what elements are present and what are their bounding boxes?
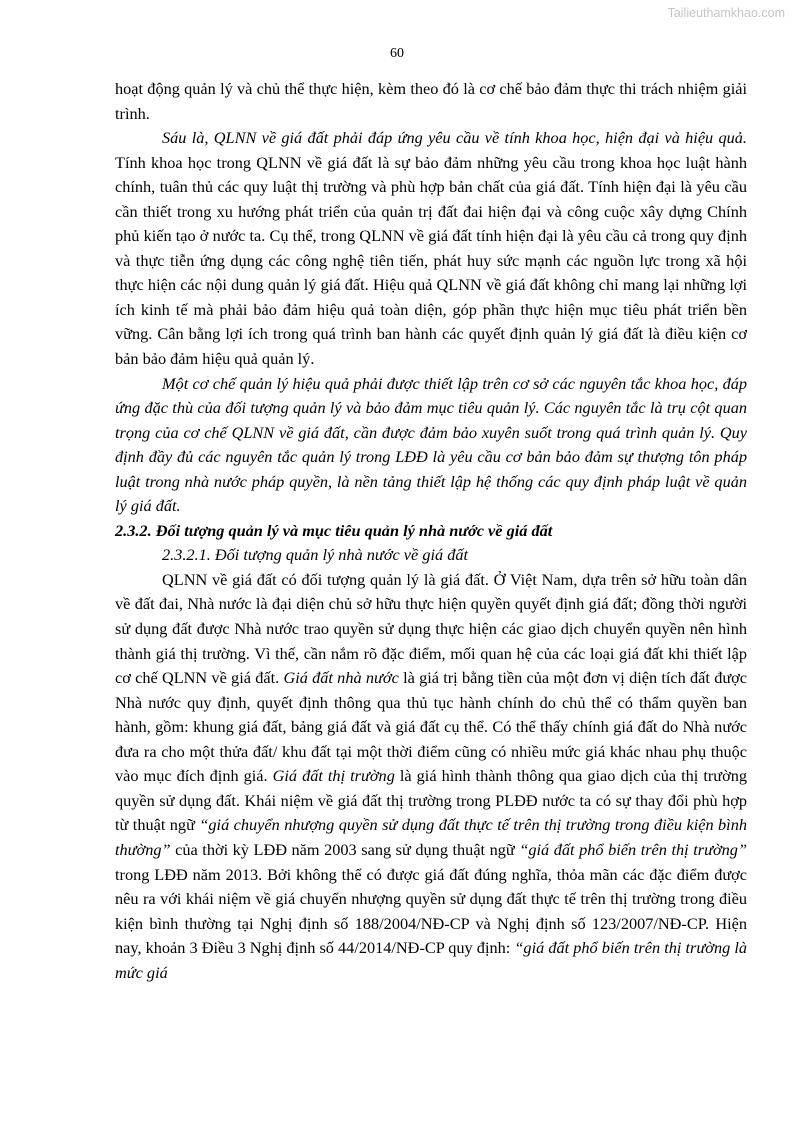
watermark: Tailieuthamkhao.com [667, 6, 785, 20]
term-gia-dat-nha-nuoc: Giá đất nhà nước [283, 668, 399, 688]
section-heading: 2.3.2. Đối tượng quản lý và mục tiêu quản lý nhà nước về giá đất [115, 520, 553, 540]
subsection-heading: 2.3.2.1. Đối tượng quản lý nhà nước về giá đất [162, 545, 469, 565]
paragraph-4-text-d: của thời kỳ LĐĐ năm 2003 sang sử dụng thuật ngữ [170, 839, 520, 859]
paragraph-2 [115, 126, 747, 371]
paragraph-4 [115, 568, 747, 985]
paragraph-4-text-b: là giá trị bằng tiền của một đơn vị diện tích đất được Nhà nước quy định, quyết định thông qua thủ tục hành chính do chủ thể có thẩm quyền ban hành, gồm: khung giá đất, bảng giá đất và giá đất cụ thể. Có thể thấy chính giá đất do Nhà nước đưa ra cho một thửa đất/ khu đất tại một thời điểm cũng có nhiều mức giá khác nhau phụ thuộc vào mục đích định giá. [115, 668, 747, 786]
paragraph-4-text-a: QLNN về giá đất có đối tượng quản lý là giá đất. Ở Việt Nam, dựa trên sở hữu toàn dân về đất đai, Nhà nước là đại diện chủ sở hữu thực hiện quyền quyết định giá đất; đồng thời người sử dụng đất được Nhà nước trao quyền sử dụng thực hiện các giao dịch chuyển quyền nên hình thành giá thị trường. Vì thế, cần nắm rõ đặc điểm, mối quan hệ của các loại giá đất khi thiết lập cơ chế QLNN về giá đất. [115, 569, 747, 688]
document-body [115, 77, 747, 985]
page-number: 60 [390, 46, 404, 61]
term-gia-dat-thi-truong: Giá đất thị trường [272, 766, 395, 786]
paragraph-2-italic: Sáu là, QLNN về giá đất phải đáp ứng yêu cầu về tính khoa học, hiện đại và hiệu quả. [162, 128, 747, 148]
paragraph-3-italic: Một cơ chế quản lý hiệu quả phải được thiết lập trên cơ sở các nguyên tắc khoa học, đáp ứng đặc thù của đối tượng quản lý và bảo đảm mục tiêu quản lý. Các nguyên tắc là trụ cột quan trọng của cơ chế QLNN về giá đất, cần được đảm bảo xuyên suốt trong quá trình quản lý. Quy định đầy đủ các nguyên tắc quản lý trong LĐĐ là yêu cầu cơ bản bảo đảm sự thượng tôn pháp luật trong nhà nước pháp quyền, là nền tảng thiết lập hệ thống các quy định pháp luật về quản lý giá đất. [115, 373, 747, 516]
paragraph-2-text: Tính khoa học trong QLNN về giá đất là sự bảo đảm những yêu cầu trong khoa học luật hành chính, tuân thủ các quy luật thị trường và phù hợp bản chất của giá đất. Tính hiện đại là yêu cầu cần thiết trong xu hướng phát triển của quản trị đất đai hiện đại và công cuộc xây dựng Chính phủ kiến tạo ở nước ta. Cụ thể, trong QLNN về giá đất tính hiện đại là yêu cầu cả trong quy định và thực tiễn ứng dụng các công nghệ tiên tiến, phát huy sức mạnh các nguồn lực trong xã hội thực hiện các nội dung quản lý giá đất. Hiệu quả QLNN về giá đất không chỉ mang lại những lợi ích kinh tế mà phải bảo đảm hiệu quả toàn diện, góp phần thực hiện mục tiêu phát triển bền vững. Cân bằng lợi ích trong quá trình ban hành các quyết định quản lý giá đất là điều kiện cơ bản bảo đảm hiệu quả quản lý. [115, 152, 747, 369]
paragraph-4-text-e: trong LĐĐ năm 2013. Bởi không thể có được giá đất đúng nghĩa, thỏa mãn các đặc điểm được nêu ra với khái niệm về giá chuyển nhượng quyền sử dụng đất thực tế trên thị trường trong điều kiện bình thường tại Nghị định số 188/2004/NĐ-CP và Nghị định số 123/2007/NĐ-CP. Hiện nay, khoản 3 Điều 3 Nghị định số 44/2014/NĐ-CP quy định: [115, 864, 747, 958]
quote-3: “giá đất phổ biến trên thị trường là mức giá [115, 938, 747, 982]
paragraph-4-text-c: là giá hình thành thông qua giao dịch của thị trường quyền sử dụng đất. Khái niệm về giá đất thị trường trong PLĐĐ nước ta có sự thay đổi phù hợp từ thuật ngữ [115, 766, 748, 835]
paragraph-3 [115, 372, 747, 519]
paragraph-1: hoạt động quản lý và chủ thể thực hiện, kèm theo đó là cơ chế bảo đảm thực thi trách nhiệm giải trình. [115, 79, 747, 123]
quote-1: “giá chuyển nhượng quyền sử dụng đất thực tế trên thị trường trong điều kiện bình thường” [115, 815, 747, 859]
quote-2: “giá đất phổ biến trên thị trường” [519, 839, 747, 859]
